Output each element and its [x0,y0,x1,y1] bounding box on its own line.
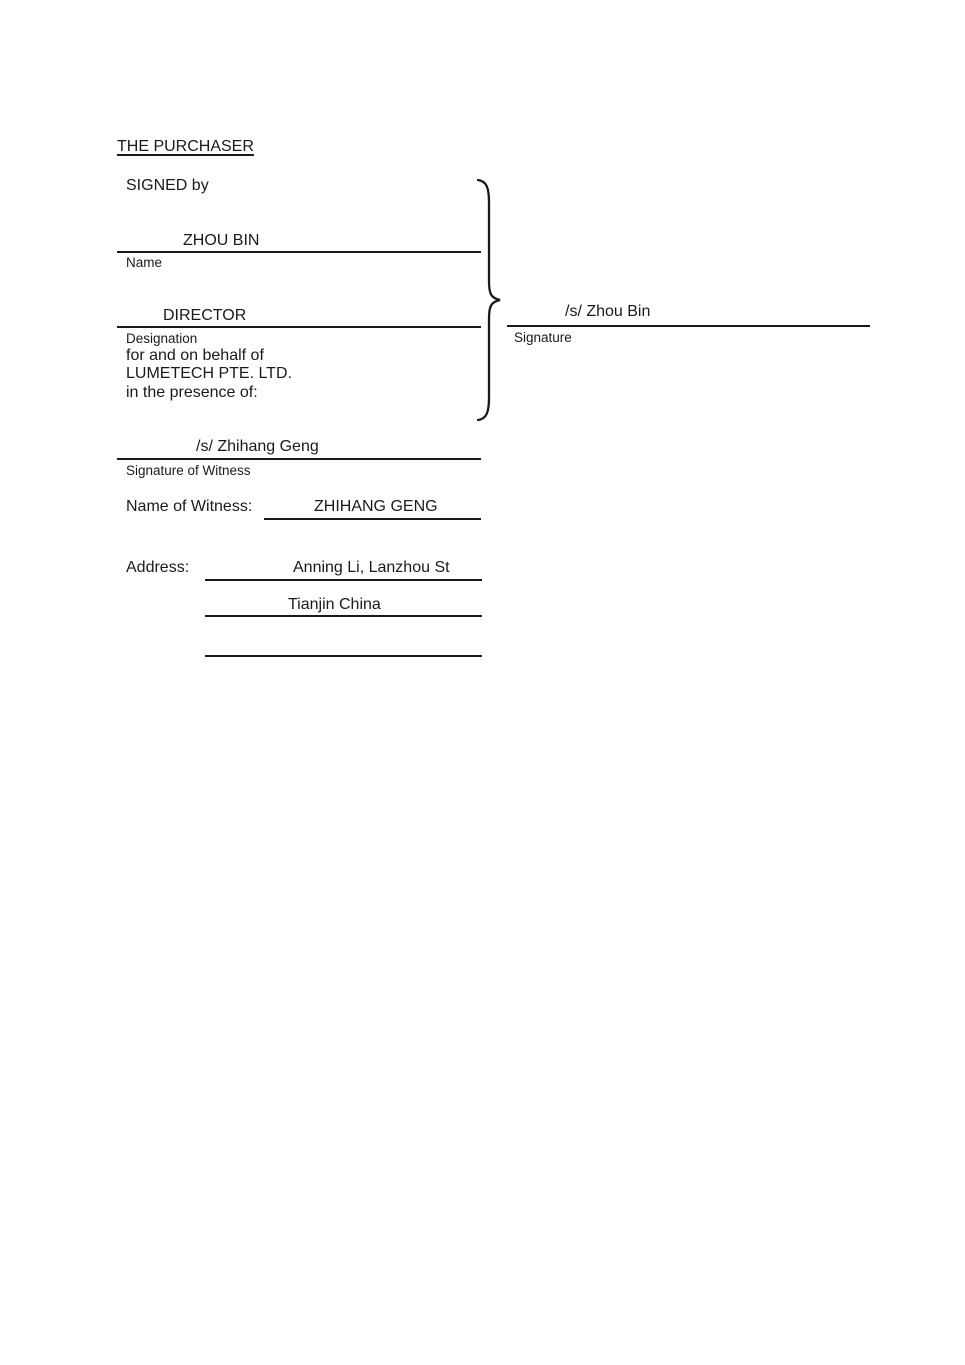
name-field-label: Name [126,255,163,270]
address-field-line-1 [205,579,482,581]
address-field-label: Address: [126,559,190,576]
name-field-value: ZHOU BIN [183,232,260,249]
address-field-value-line-2: Tianjin China [288,596,381,613]
witness-name-field-label: Name of Witness: [126,498,253,515]
address-field-value-line-1: Anning Li, Lanzhou St [293,559,450,576]
behalf-line-3: in the presence of: [126,384,258,401]
signature-field-line [507,325,870,327]
witness-signature-field-value: /s/ Zhihang Geng [196,438,319,455]
section-heading-purchaser: THE PURCHASER [117,138,254,155]
designation-field-value: DIRECTOR [163,307,247,324]
curly-brace-icon [477,178,501,422]
designation-field-label: Designation [126,331,198,346]
signature-field-value: /s/ Zhou Bin [565,303,651,320]
witness-name-field-value: ZHIHANG GENG [314,498,438,515]
address-field-line-2 [205,615,482,617]
behalf-line-2-company: LUMETECH PTE. LTD. [126,365,292,382]
name-field-line [117,251,481,253]
designation-field-line [117,326,481,328]
witness-signature-field-line [117,458,481,460]
signed-by-text: SIGNED by [126,177,209,194]
witness-name-field-line [264,518,481,520]
behalf-line-1: for and on behalf of [126,347,264,364]
address-field-line-3-blank [205,655,482,657]
witness-signature-field-label: Signature of Witness [126,463,251,478]
signature-field-label: Signature [514,330,572,345]
